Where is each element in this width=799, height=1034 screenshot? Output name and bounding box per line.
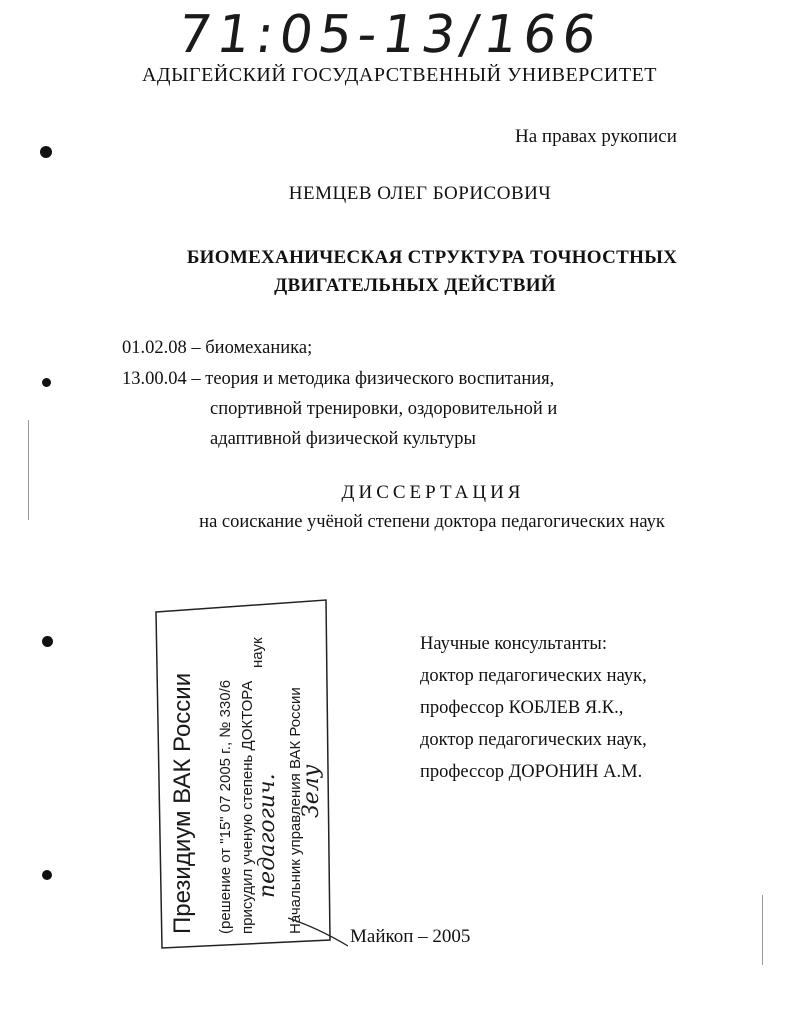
dissertation-label: ДИССЕРТАЦИЯ — [341, 482, 525, 503]
handwritten-catalog-number: 71:05-13/166 — [173, 5, 606, 65]
consultants-heading: Научные консультанты: — [420, 634, 607, 654]
author-name: НЕМЦЕВ ОЛЕГ БОРИСОВИЧ — [288, 183, 552, 204]
specialty-line-2: 13.00.04 – теория и методика физического воспитания, — [122, 369, 555, 389]
consultant-2-name: профессор ДОРОНИН А.М. — [420, 762, 643, 782]
scan-edge-line-right — [762, 895, 763, 965]
specialty-line-1: 01.02.08 – биомеханика; — [122, 338, 313, 358]
dissertation-title — [0, 244, 799, 300]
stamp-line-2: (решение от "15" 07 2005 г., № 330/6 — [217, 679, 234, 934]
scan-blot-2 — [42, 378, 51, 387]
consultants-block — [420, 628, 647, 788]
specialty-line-4: адаптивной физической культуры — [210, 429, 476, 449]
specialty-line-3: спортивной тренировки, оздоровительной и — [210, 399, 558, 419]
scan-edge-line — [28, 420, 29, 520]
title-line-1: БИОМЕХАНИЧЕСКАЯ СТРУКТУРА ТОЧНОСТНЫХ — [186, 247, 678, 268]
title-line-2: ДВИГАТЕЛЬНЫХ ДЕЙСТВИЙ — [274, 275, 556, 296]
scan-blot-4 — [42, 870, 52, 880]
city-year: Майкоп – 2005 — [350, 926, 471, 947]
vak-approval-stamp — [148, 598, 348, 958]
stamp-line-5: Начальник управления ВАК России — [287, 687, 304, 934]
consultant-2-degree: доктор педагогических наук, — [420, 730, 647, 750]
stamp-line-4: педагогич. — [255, 773, 280, 898]
consultant-1-degree: доктор педагогических наук, — [420, 666, 647, 686]
manuscript-note: На правах рукописи — [515, 126, 677, 147]
university-name: АДЫГЕЙСКИЙ ГОСУДАРСТВЕННЫЙ УНИВЕРСИТЕТ — [141, 64, 658, 86]
stamp-line-1: Президиум ВАК России — [169, 672, 196, 934]
stamp-line-4b: наук — [249, 637, 266, 668]
consultant-1-name: профессор КОБЛЕВ Я.К., — [420, 698, 624, 718]
stamp-line-3: присудил ученую степень ДОКТОРА — [239, 680, 256, 934]
scan-blot-3 — [42, 636, 53, 647]
scan-blot-1 — [40, 146, 52, 158]
stamp-signature: Зелу — [299, 764, 324, 818]
dissertation-purpose: на соискание учёной степени доктора педагогических наук — [199, 512, 665, 532]
